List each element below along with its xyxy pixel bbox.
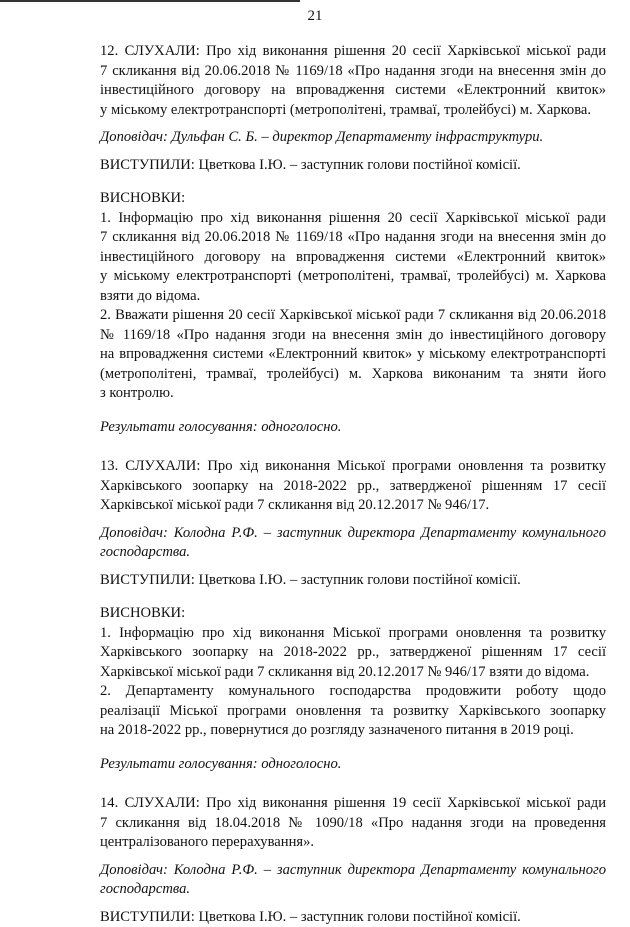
conclusion-line: взяти до відома. — [100, 287, 606, 307]
top-border-line — [0, 0, 300, 2]
heard-line: інвестиційного договору на впровадження системи «Електронний квиток» — [100, 81, 606, 101]
conclusion-line: у міському електротранспорті (метрополітені, трамваї, тролейбусі) м. Харкова — [100, 267, 606, 287]
heard-line: централізованого перерахування». — [100, 833, 606, 853]
conclusion-line: на 2018-2022 рр., повернутися до розгляду зазначеного питання в 2019 році. — [100, 721, 606, 741]
conclusions-paragraph — [100, 624, 606, 741]
spoke-paragraph: ВИСТУПИЛИ: Цветкова І.Ю. – заступник голови постійної комісії. — [100, 156, 606, 176]
conclusion-line: 7 скликання від 20.06.2018 № 1169/18 «Про надання згоди на внесення змін до — [100, 228, 606, 248]
agenda-item-13 — [100, 457, 606, 774]
agenda-item-12 — [100, 42, 606, 437]
conclusions-heading: ВИСНОВКИ: — [100, 604, 606, 624]
spoke-paragraph: ВИСТУПИЛИ: Цветкова І.Ю. – заступник голови постійної комісії. — [100, 571, 606, 591]
conclusion-line: Харківського зоопарку на 2018-2022 рр., затвердженої рішенням 17 сесії — [100, 643, 606, 663]
conclusion-line: № 1169/18 «Про надання згоди на внесення змін до інвестиційного договору — [100, 326, 606, 346]
heard-line: 7 скликання від 20.06.2018 № 1169/18 «Про надання згоди на внесення змін до — [100, 62, 606, 82]
conclusion-line: (метрополітені, трамваї, тролейбусі) м. Харкова виконаним та зняти його — [100, 365, 606, 385]
conclusion-line: 2. Департаменту комунального господарства продовжити роботу щодо — [100, 682, 606, 702]
vote-result: Результати голосування: одноголосно. — [100, 755, 606, 775]
vote-result: Результати голосування: одноголосно. — [100, 418, 606, 438]
conclusion-line: реалізації Міської програми оновлення та розвитку Харківського зоопарку — [100, 702, 606, 722]
conclusion-line: інвестиційного договору на впровадження системи «Електронний квиток» — [100, 248, 606, 268]
document-body — [100, 42, 606, 927]
heard-line: у міському електротранспорті (метрополітені, трамваї, тролейбусі) м. Харкова. — [100, 101, 606, 121]
conclusion-line: на впровадження системи «Електронний квиток» у міському електротранспорті — [100, 345, 606, 365]
spoke-paragraph: ВИСТУПИЛИ: Цветкова І.Ю. – заступник голови постійної комісії. — [100, 908, 606, 927]
conclusion-line: 2. Вважати рішення 20 сесії Харківської міської ради 7 скликання від 20.06.2018 — [100, 306, 606, 326]
conclusion-line: 1. Інформацію про хід виконання Міської програми оновлення та розвитку — [100, 624, 606, 644]
speaker-paragraph — [100, 128, 606, 148]
conclusion-line: 1. Інформацію про хід виконання рішення 20 сесії Харківської міської ради — [100, 209, 606, 229]
speaker-line: господарства. — [100, 880, 606, 900]
speaker-line: Доповідач: Дульфан С. Б. – директор Департаменту інфраструктури. — [100, 128, 606, 148]
conclusions-heading: ВИСНОВКИ: — [100, 189, 606, 209]
heard-line: 13. СЛУХАЛИ: Про хід виконання Міської програми оновлення та розвитку — [100, 457, 606, 477]
heard-line: 14. СЛУХАЛИ: Про хід виконання рішення 19 сесії Харківської міської ради — [100, 794, 606, 814]
heard-line: 7 скликання від 18.04.2018 № 1090/18 «Про надання згоди на проведення — [100, 814, 606, 834]
speaker-paragraph — [100, 861, 606, 900]
conclusion-line: Харківської міської ради 7 скликання від 20.12.2017 № 946/17 взяти до відома. — [100, 663, 606, 683]
agenda-item-14 — [100, 794, 606, 927]
conclusions-paragraph — [100, 209, 606, 404]
speaker-line: господарства. — [100, 543, 606, 563]
heard-line: Харківської міської ради 7 скликання від 20.12.2017 № 946/17. — [100, 496, 606, 516]
heard-paragraph — [100, 457, 606, 516]
heard-line: 12. СЛУХАЛИ: Про хід виконання рішення 20 сесії Харківської міської ради — [100, 42, 606, 62]
page-number: 21 — [0, 8, 630, 25]
heard-paragraph — [100, 42, 606, 120]
speaker-line: Доповідач: Колодна Р.Ф. – заступник директора Департаменту комунального — [100, 524, 606, 544]
speaker-paragraph — [100, 524, 606, 563]
heard-line: Харківського зоопарку на 2018-2022 рр., затвердженої рішенням 17 сесії — [100, 477, 606, 497]
conclusion-line: з контролю. — [100, 384, 606, 404]
speaker-line: Доповідач: Колодна Р.Ф. – заступник директора Департаменту комунального — [100, 861, 606, 881]
heard-paragraph — [100, 794, 606, 853]
